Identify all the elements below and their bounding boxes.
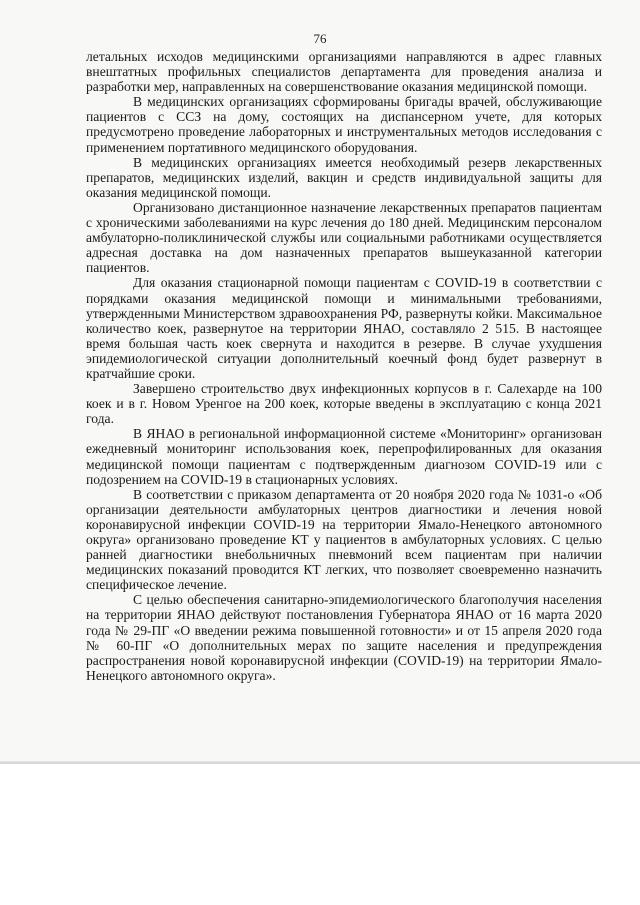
paragraph-home-care-teams: В медицинских организациях сформированы бригады врачей, обслуживающие пациентов с ССЗ на дому, состоящих на диспансерном учете, для которых предусмотрено проведение лабораторных и инструментальных методов исследования с применением портативного медицинского оборудования. [86,94,602,155]
paragraph-hospital-beds: Для оказания стационарной помощи пациентам с COVID-19 в соответствии с порядками оказания медицинской помощи и минимальными требованиями, утвержденными Министерством здравоохранения РФ, развернуты койки. Максимальное количество коек, развернутое на территории ЯНАО, составляло 2 515. В настоящее время большая часть коек свернута и находится в резерве. В случае ухудшения эпидемиологической ситуации дополнительный коечный фонд будет развернут в кратчайшие сроки. [86,275,602,381]
paragraph-monitoring: В ЯНАО в региональной информационной системе «Мониторинг» организован ежедневный мониторинг использования коек, перепрофилированных для оказания медицинской помощи пациентам с подтвержденным диагнозом COVID-19 или с подозрением на COVID-19 в стационарных условиях. [86,426,602,487]
page-number: 76 [313,31,327,46]
page-bottom-edge [0,762,640,764]
paragraph-infectious-buildings: Завершено строительство двух инфекционных корпусов в г. Салехарде на 100 коек и в г. Новом Уренгое на 200 коек, которые введены в эксплуатацию с конца 2021 года. [86,381,602,427]
paragraph-continued: летальных исходов медицинскими организациями направляются в адрес главных внештатных профильных специалистов департамента для проведения анализа и разработки мер, направленных на совершенствование оказания медицинской помощи. [86,49,602,95]
paragraph-reserve: В медицинских организациях имеется необходимый резерв лекарственных препаратов, медицинских изделий, вакцин и средств индивидуальной защиты для оказания медицинской помощи. [86,154,602,200]
paragraph-remote-prescription: Организовано дистанционное назначение лекарственных препаратов пациентам с хроническими заболеваниями на курс лечения до 180 дней. Медицинским персоналом амбулаторно-поликлинической службы или социальными работниками осуществляется адресная доставка на дом назначенных препаратов вышеуказанной категории пациентов. [86,199,602,276]
paragraph-governor-decrees: С целью обеспечения санитарно-эпидемиологического благополучия населения на территории ЯНАО действуют постановления Губернатора ЯНАО от 16 марта 2020 года № 29-ПГ «О введении режима повышенной готовности» и от 15 апреля 2020 года № 60-ПГ «О дополнительных мерах по защите населения и предупреждения распространения новой коронавирусной инфекции (COVID-19) на территории Ямало-Ненецкого автономного округа». [86,592,602,683]
document-body [86,49,602,683]
paragraph-ct-diagnostics: В соответствии с приказом департамента от 20 ноября 2020 года № 1031-о «Об организации деятельности амбулаторных центров диагностики и лечения новой коронавирусной инфекции COVID-19 на территории Ямало-Ненецкого автономного округа» организовано проведение КТ у пациентов в амбулаторных условиях. С целью ранней диагностики внебольничных пневмоний всем пациентам при наличии медицинских показаний проводится КТ легких, что позволяет своевременно назначить специфическое лечение. [86,486,602,593]
